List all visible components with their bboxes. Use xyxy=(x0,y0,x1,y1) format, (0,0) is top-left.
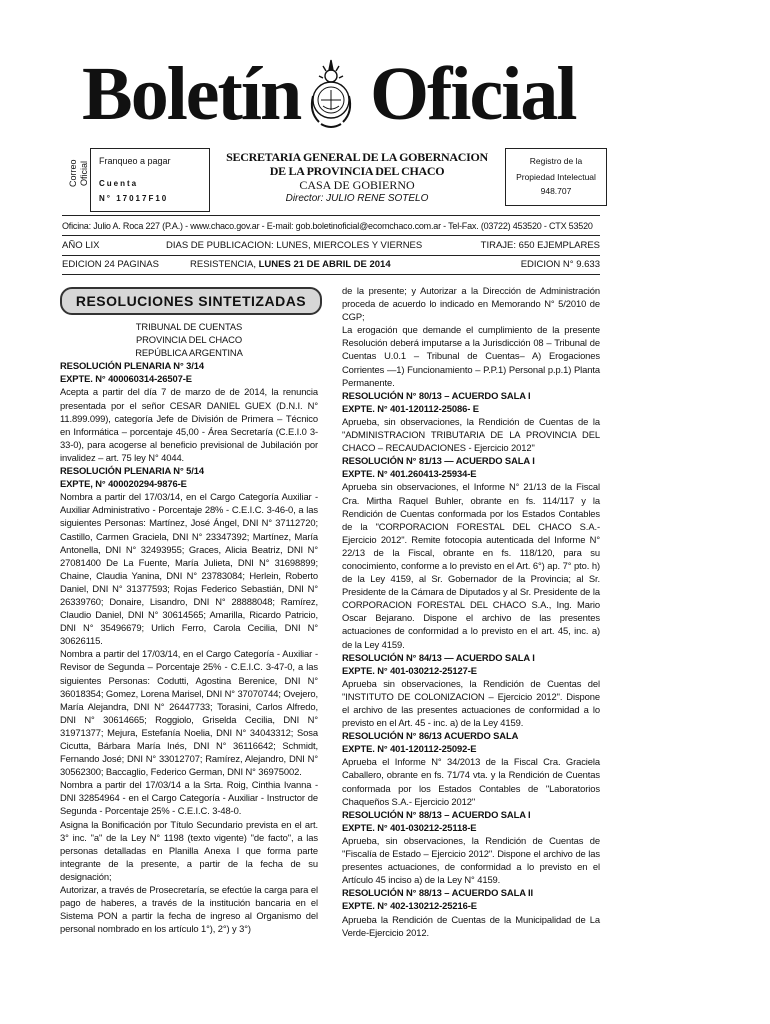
resolution-heading: RESOLUCIÓN N° 88/13 – ACUERDO SALA II xyxy=(342,887,534,899)
resolution-paragraph: Nombra a partir del 17/03/14, en el Cargo Categoría Auxiliar - Auxiliar Administrativo - Porcentaje 28% - C.E.I.C. 3-46-0, a las siguientes Personas: Martínez, José Ángel, DNI N° 37112720; Castillo, Carmen Graciela, DNI N° 23347392; Martínez, María Antonella, DNI N° 32493955; Graces, Alicia Beatriz, DNI N° 27081400 De La Fuente, María Julieta, DNI N° 31698899; Chaine, Claudia Yanina, DNI N° 23783084; Herlein, Roberto Daniel, DNI N° 31377593; Rojas Federico Sebastián, DNI N° 26339760; Donaire, Lisandro, DNI N° 28888048; Ramírez, Claudio Daniel, DNI N° 30614565; Amarilla, Ricardo Patricio, DNI N° 35496679; Urlich Ferro, Carola Cecilia, DNI N° 30626115. xyxy=(60,491,318,647)
divider xyxy=(62,215,600,216)
provincia-heading: DE LA PROVINCIA DEL CHACO xyxy=(269,164,445,178)
resolution-heading: EXPTE. N° 401-120112-25092-E xyxy=(342,743,477,755)
title-boletin: Boletín xyxy=(82,52,301,136)
resolution-paragraph: Aprueba el Informe N° 34/2013 de la Fiscal Cra. Graciela Caballero, obrante en fs. 71/74 vta. y la Rendición de Cuentas conformada por los Estados Contables de "Laboratorios Chaqueños S.A.- Ejercicio 2012" xyxy=(342,756,600,807)
resolution-paragraph: Asigna la Bonificación por Título Secundario prevista en el art. 3° inc. "a" de la Ley N° 1198 (texto vigente) "de facto", a las personas detalladas en Planilla Anexa I que forma parte integrante de la presente, a partir de la fecha de su designación; xyxy=(60,818,318,882)
resolution-heading: RESOLUCIÓN N° 81/13 — ACUERDO SALA I xyxy=(342,455,535,467)
resolution-heading: EXPTE. N° 400060314-26507-E xyxy=(60,373,192,385)
government-header xyxy=(212,150,502,206)
resolution-heading: EXPTE. N° 402-130212-25216-E xyxy=(342,900,477,912)
tiraje-label: TIRAJE: 650 EJEMPLARES xyxy=(480,240,600,251)
resolution-paragraph: Aprueba, sin observaciones, la Rendición de Cuentas de la "ADMINISTRACION TRIBUTARIA DE LA PROVINCIA DEL CHACO – RECAUDACIONES - Ejercicio 2012" xyxy=(342,415,600,454)
section-banner: RESOLUCIONES SINTETIZADAS xyxy=(60,287,322,315)
registro-line1: Registro de la xyxy=(529,156,583,166)
resolution-heading: RESOLUCIÓN N° 80/13 – ACUERDO SALA I xyxy=(342,389,531,401)
resolution-paragraph: de la presente; y Autorizar a la Dirección de Administración proceda de acuerdo lo indicado en Memorando N° 5/2010 de CGP; xyxy=(342,285,600,323)
resolution-heading: EXPTE. N° 401-030212-25118-E xyxy=(342,821,477,833)
resolution-heading: RESOLUCIÓN PLENARIA N° 3/14 xyxy=(60,360,204,372)
title-oficial: Oficial xyxy=(370,52,576,136)
franqueo-box xyxy=(90,148,210,212)
resolution-heading: EXPTE. N° 401.260413-25934-E xyxy=(342,468,477,480)
correo-oficial-label: Correo Oficial xyxy=(68,159,89,187)
registro-line2: Propiedad Intelectual xyxy=(516,172,596,182)
registro-box xyxy=(505,148,607,206)
city-label: RESISTENCIA, xyxy=(190,259,259,270)
resolution-paragraph: La erogación que demande el cumplimiento de la presente Resolución deberá imputarse a la Jurisdicción 08 – Tribunal de Cuentas U.0.1 – Tribunal de Cuentas– A) Erogaciones Corrientes —1) Funcionamiento – P.P.1) Personal p.p.1) Planta Permanente. xyxy=(342,324,600,388)
casa-gobierno: CASA DE GOBIERNO xyxy=(299,178,415,192)
director-name: Director: JULIO RENE SOTELO xyxy=(285,193,429,204)
cuenta-label: Cuenta xyxy=(99,179,139,188)
date-line xyxy=(190,259,391,270)
resolution-paragraph: Autorizar, a través de Prosecretaría, se efectúe la carga para el pago de haberes, a través de la institución bancaria en el Sistema PON a partir la fecha de ingreso al Organismo del personal nombrado en los artículo 1°), 2°) y 3°) xyxy=(60,884,318,935)
issue-date: LUNES 21 DE ABRIL DE 2014 xyxy=(258,259,391,270)
resolution-heading: RESOLUCIÓN N° 86/13 ACUERDO SALA xyxy=(342,730,519,742)
registro-number: 948.707 xyxy=(540,186,572,196)
anio-label: AÑO LIX xyxy=(62,240,100,251)
resolution-paragraph: Nombra a partir del 17/03/14 a la Srta. Roig, Cinthia Ivanna - DNI 32854964 - en el Cargo Categoría - Auxiliar - Instructor de Segunda - Porcentaje 25% - C.E.I.C. 3-48-0. xyxy=(60,779,318,817)
tribunal-heading: REPÚBLICA ARGENTINA xyxy=(135,347,243,359)
resolution-paragraph: Aprueba sin observaciones, el Informe N° 21/13 de la Fiscal Cra. Mirtha Raquel Buhler, obrante en fs. 114/117 y la Rendición de Cuentas conformada por los Estados Contables de la "CORPORACION FORESTAL DEL CHACO S.A.- Ejercicio 2012". Remite fotocopia autenticada del Informe N° 22/13 de la Fiscal, obrante en fs. 118/120, para su conocimiento, conforme a lo previsto en el Art. 6°) ap. 7° pto. h) de la Ley 4159, al Sr. Gobernador de la Provincia; al Sr. Presidente de la Cámara de Diputados y al Sr. Presidente de la CORPORACION FORESTAL DEL CHACO S.A., Ing. Mario Oscar Bejarano. Dispone el archivo de las presentes actuaciones de conformidad a lo previsto en el art. 45, inc. a) de la Ley 4159. xyxy=(342,481,600,650)
resolution-heading: EXPTE. N° 401-120112-25086- E xyxy=(342,402,479,414)
provincial-seal-icon xyxy=(303,56,359,132)
franqueo-label: Franqueo a pagar xyxy=(99,156,171,166)
edicion-paginas: EDICION 24 PAGINAS xyxy=(62,259,159,270)
divider xyxy=(62,235,600,236)
right-column xyxy=(342,284,600,939)
cuenta-number: N° 17017F10 xyxy=(99,194,169,203)
resolution-heading: EXPTE. N° 401-030212-25127-E xyxy=(342,664,477,676)
tribunal-heading: TRIBUNAL DE CUENTAS xyxy=(135,321,243,332)
publication-days: DIAS DE PUBLICACION: LUNES, MIERCOLES Y VIERNES xyxy=(166,240,423,251)
resolution-heading: RESOLUCIÓN N° 84/13 — ACUERDO SALA I xyxy=(342,651,535,663)
divider xyxy=(62,274,600,275)
resolution-heading: RESOLUCIÓN N° 88/13 – ACUERDO SALA I xyxy=(342,808,531,820)
resolution-heading: RESOLUCIÓN PLENARIA N° 5/14 xyxy=(60,465,204,477)
contact-line: Oficina: Julio A. Roca 227 (P.A.) - www.chaco.gov.ar - E-mail: gob.boletinoficial@ecomchaco.com.ar - Tel-Fax. (03722) 453520 - CTX 53520 xyxy=(62,221,593,231)
resolution-paragraph: Aprueba la Rendición de Cuentas de la Municipalidad de La Verde-Ejercicio 2012. xyxy=(342,913,600,938)
edition-number: EDICION N° 9.633 xyxy=(520,259,600,270)
divider xyxy=(62,255,600,256)
secretaria-heading: SECRETARIA GENERAL DE LA GOBERNACION xyxy=(226,150,488,164)
resolution-paragraph: Aprueba sin observaciones, la Rendición de Cuentas del "INSTITUTO DE COLONIZACION – Ejercicio 2012". Dispone el archivo de las presentes actuaciones de conformidad a lo previsto en el Art. 45 - inc. a) de la Ley 4159. xyxy=(342,677,600,729)
left-column xyxy=(60,320,318,935)
resolution-paragraph: Nombra a partir del 17/03/14, en el Cargo Categoría - Auxiliar - Revisor de Segunda – Porcentaje 25% - C.E.I.C. 3-47-0, a las siguientes Personas: Codutti, Agostina Berenice, DNI N° 36018354; Gomez, Lorena Marisel, DNI N° 37070744; Ovejero, María Alejandra, DNI N° 26447733; Torasini, Carlos Alfredo, DNI N° 30614665; Roggiolo, Griselda Cecilia, DNI N° 31971377; Mejura, Estefanía Noelia, DNI N° 34043312; Sosa Cicutta, Bárbara María Inés, DNI N° 36116642; Schmidt, Fernando José; DNI N° 33012707; Ramírez, Alejandro, DNI N° 30562300; Baccaglio, Federico German, DNI N° 36975002. xyxy=(60,648,318,778)
resolution-heading: EXPTE, N° 400020294-9876-E xyxy=(60,478,187,490)
tribunal-heading: PROVINCIA DEL CHACO xyxy=(135,334,243,346)
resolution-paragraph: Acepta a partir del día 7 de marzo de de 2014, la renuncia presentada por el señor CESAR DANIEL GUEX (D.N.I. N° 11.899.099), categoría Jefe de División de Primera – Técnico en Informática – porcentaje 45,00 - Área Secretaría (C.E.I.0 3-33-0), para acogerse al beneficio previsional de Jubilación por invalidez – art. 75 ley N° 4044. xyxy=(60,386,318,463)
resolution-paragraph: Aprueba, sin observaciones, la Rendición de Cuentas de "Fiscalía de Estado – Ejercicio 2012". Dispone el archivo de las presentes actuaciones, de conformidad a lo previsto en el Artículo 45 inciso a) de la Ley N° 4159. xyxy=(342,834,600,886)
